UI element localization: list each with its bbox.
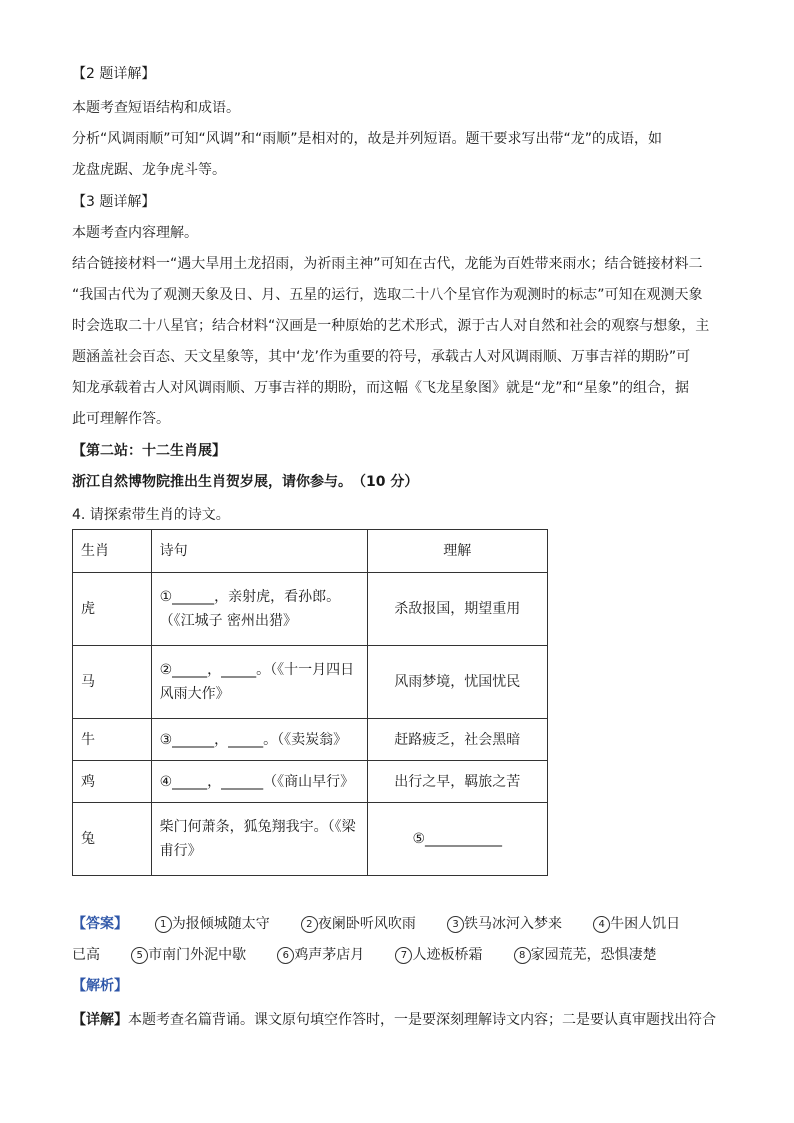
table-row [73, 646, 548, 719]
q3-line: 本题考查内容理解。 [72, 225, 198, 241]
answer-number: 8 [514, 947, 531, 964]
answer-number: 6 [277, 947, 294, 964]
verse-line: ②_____，_____。（《十一月四日 [159, 662, 355, 678]
q3-line: 题涵盖社会百态、天文星象等，其中‘龙’作为重要的符号，承载古人对风调雨顺、万事吉祥的期盼”可 [72, 349, 691, 365]
q3-line: 结合链接材料一“遇大旱用土龙招雨，为祈雨主神”可知在古代，龙能为百姓带来雨水；结合链接材料二 [72, 256, 703, 272]
verse-line: （《江城子 密州出猎》 [159, 613, 298, 629]
verse-cell: ③______，_____。（《卖炭翁》 [151, 719, 367, 761]
answer-text: 鸡声茅店月 [294, 947, 365, 963]
verse-cell [151, 646, 367, 719]
verse-cell [151, 573, 367, 646]
verse-line: 柴门何萧条，狐兔翔我宇。（《梁 [159, 819, 356, 835]
answer-text: 夜阑卧听风吹雨 [317, 916, 416, 932]
answer-text: 铁马冰河入梦来 [464, 916, 563, 932]
q3-line: “我国古代为了观测天象及日、月、五星的运行，选取二十八个星官作为观测时的标志”可知在观测天象 [72, 287, 703, 303]
verse-line: ①______，亲射虎，看孙郎。 [159, 589, 341, 605]
q3-heading: 【3 题详解】 [72, 194, 156, 210]
detail-line [72, 1010, 716, 1030]
answer-line-2 [72, 945, 657, 965]
q3-line: 此可理解作答。 [72, 411, 170, 427]
meaning-cell: 风雨梦境，忧国忧民 [367, 646, 547, 719]
station-intro: 浙江自然博物院推出生肖贺岁展，请你参与。 （10 分） [72, 474, 419, 490]
poem-table [72, 529, 548, 876]
answer-text: 人迹板桥霜 [412, 947, 483, 963]
verse-line: 甫行》 [159, 843, 202, 859]
answer-number: 3 [447, 916, 464, 933]
answer-text: 牛困人饥日 [610, 916, 681, 932]
table-row [73, 761, 548, 803]
animal-cell: 马 [73, 646, 152, 719]
q3-line: 时会选取二十八星官；结合材料“汉画是一种原始的艺术形式，源于古人对自然和社会的观察与想象，主 [72, 318, 710, 334]
q2-line: 龙盘虎踞、龙争虎斗等。 [72, 162, 226, 178]
q2-line: 分析“风调雨顺”可知“风调”和“雨顺”是相对的，故是并列短语。题干要求写出带“龙”的成语，如 [72, 131, 663, 147]
animal-cell: 虎 [73, 573, 152, 646]
q2-line: 本题考查短语结构和成语。 [72, 100, 240, 116]
header-verse: 诗句 [151, 530, 367, 573]
answer-text: 家园荒芜，恐惧凄楚 [530, 947, 657, 963]
header-meaning: 理解 [367, 530, 547, 573]
answer-label: 【答案】 [72, 916, 128, 932]
detail-text: 本题考查名篇背诵。课文原句填空作答时，一是要深刻理解诗文内容；二是要认真审题找出符合 [128, 1012, 716, 1028]
verse-cell: ④_____，______（《商山早行》 [151, 761, 367, 803]
table-row [73, 719, 548, 761]
animal-cell: 牛 [73, 719, 152, 761]
question-4: 4. 请探索带生肖的诗文。 [72, 507, 230, 523]
answer-text: 为报倾城随太守 [171, 916, 270, 932]
answer-text: 市南门外泥中歇 [148, 947, 247, 963]
station-title: 【第二站：十二生肖展】 [72, 443, 226, 459]
animal-cell: 兔 [73, 803, 152, 876]
verse-line: 风雨大作》 [159, 686, 230, 702]
detail-label: 【详解】 [72, 1012, 128, 1028]
answer-number: 1 [155, 916, 172, 933]
table-header-row [73, 530, 548, 573]
answer-number: 4 [593, 916, 610, 933]
answer-number: 2 [301, 916, 318, 933]
answer-line-1 [72, 914, 680, 934]
animal-cell: 鸡 [73, 761, 152, 803]
meaning-cell: 赶路疲乏，社会黑暗 [367, 719, 547, 761]
q3-line: 知龙承载着古人对风调雨顺、万事吉祥的期盼，而这幅《飞龙星象图》就是“龙”和“星象”的组合，据 [72, 380, 690, 396]
answer-number: 7 [395, 947, 412, 964]
q2-heading: 【2 题详解】 [72, 66, 156, 82]
answer-number: 5 [131, 947, 148, 964]
analysis-label: 【解析】 [72, 978, 128, 994]
meaning-cell: ⑤___________ [367, 803, 547, 876]
verse-cell [151, 803, 367, 876]
answer-text: 已高 [72, 947, 100, 963]
meaning-cell: 出行之早，羁旅之苦 [367, 761, 547, 803]
header-animal: 生肖 [73, 530, 152, 573]
table-row [73, 803, 548, 876]
meaning-cell: 杀敌报国，期望重用 [367, 573, 547, 646]
table-row [73, 573, 548, 646]
